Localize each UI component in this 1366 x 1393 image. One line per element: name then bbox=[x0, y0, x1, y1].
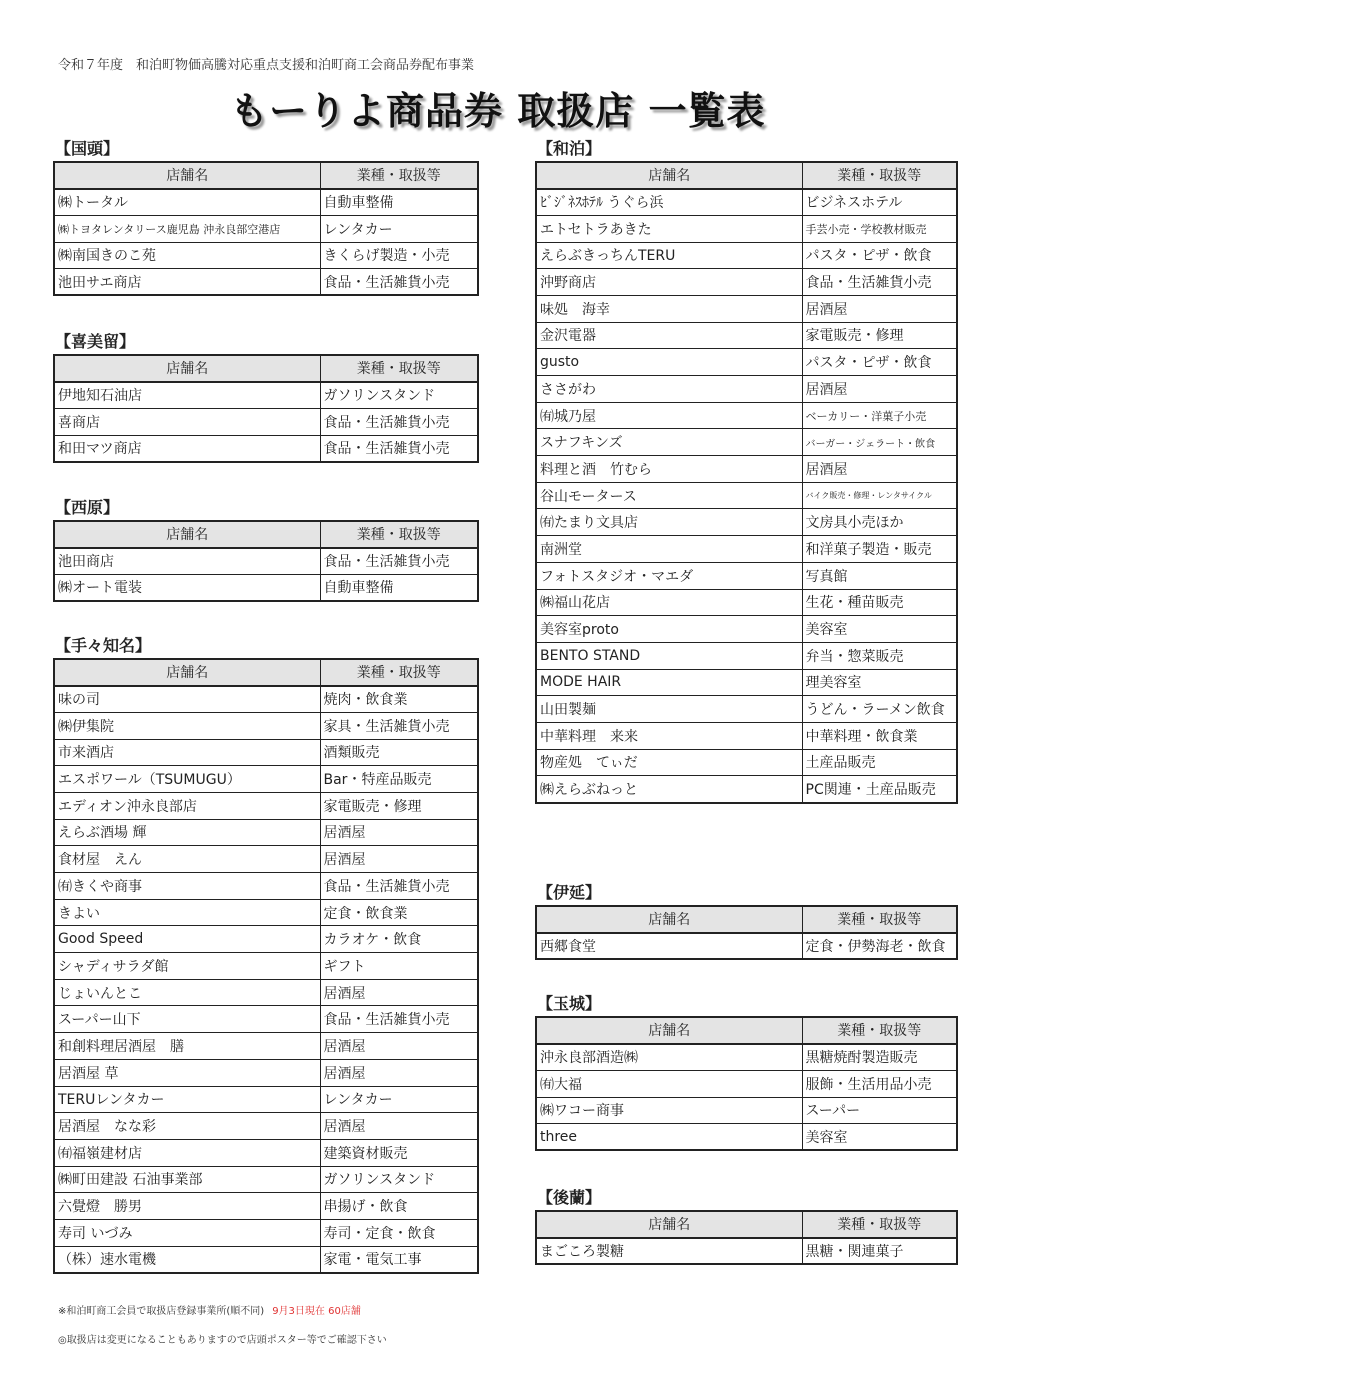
section-inobe bbox=[535, 880, 958, 960]
column-header-name: 店舗名 bbox=[536, 906, 802, 933]
shop-category: ベーカリー・洋菓子小売 bbox=[802, 402, 957, 429]
shop-category: 定食・伊勢海老・飲食 bbox=[802, 933, 957, 960]
shop-category: カラオケ・飲食 bbox=[320, 926, 478, 953]
table-row bbox=[536, 376, 957, 403]
shop-name: ㈱南国きのこ苑 bbox=[54, 242, 320, 269]
table-row bbox=[54, 189, 478, 216]
table-header-row bbox=[536, 1017, 957, 1044]
shop-category: 食品・生活雑貨小売 bbox=[320, 269, 478, 296]
shop-name: 池田商店 bbox=[54, 548, 320, 575]
table-row bbox=[54, 269, 478, 296]
shop-category: 中華料理・飲食業 bbox=[802, 722, 957, 749]
column-header-name: 店舗名 bbox=[54, 659, 320, 686]
column-header-category: 業種・取扱等 bbox=[802, 1211, 957, 1238]
shop-name: 伊地知石油店 bbox=[54, 382, 320, 409]
table-row bbox=[536, 642, 957, 669]
shop-name: 谷山モータース bbox=[536, 482, 802, 509]
shop-table bbox=[53, 520, 479, 602]
shop-name: ㈱町田建設 石油事業部 bbox=[54, 1166, 320, 1193]
shop-name: まごころ製糖 bbox=[536, 1238, 802, 1265]
shop-name: ㈱トヨタレンタリース鹿児島 沖永良部空港店 bbox=[54, 215, 320, 242]
shop-category: 美容室 bbox=[802, 1124, 957, 1151]
shop-name: 池田サエ商店 bbox=[54, 269, 320, 296]
shop-name: 味の司 bbox=[54, 686, 320, 713]
shop-category: 居酒屋 bbox=[802, 456, 957, 483]
section-heading: 【伊延】 bbox=[537, 883, 602, 902]
table-row bbox=[536, 696, 957, 723]
column-header-name: 店舗名 bbox=[536, 1017, 802, 1044]
table-row bbox=[536, 269, 957, 296]
shop-name: エスポワール（TSUMUGU） bbox=[54, 766, 320, 793]
shop-category: 食品・生活雑貨小売 bbox=[320, 408, 478, 435]
table-row bbox=[536, 776, 957, 803]
shop-category: 食品・生活雑貨小売 bbox=[320, 435, 478, 462]
shop-category: きくらげ製造・小売 bbox=[320, 242, 478, 269]
shop-category: 定食・飲食業 bbox=[320, 899, 478, 926]
table-row bbox=[54, 766, 478, 793]
table-row bbox=[536, 1070, 957, 1097]
footnote-registered bbox=[58, 1302, 361, 1317]
shop-table bbox=[535, 1016, 958, 1151]
table-header-row bbox=[54, 521, 478, 548]
shop-name: ﾋﾞｼﾞﾈｽﾎﾃﾙ うぐら浜 bbox=[536, 189, 802, 216]
table-row bbox=[54, 1139, 478, 1166]
table-row bbox=[54, 926, 478, 953]
section-heading: 【和泊】 bbox=[537, 139, 602, 158]
shop-category: 黒糖焼酎製造販売 bbox=[802, 1044, 957, 1071]
shop-name: 沖野商店 bbox=[536, 269, 802, 296]
page-title: もーりよ商品券 取扱店 一覧表 bbox=[230, 89, 766, 133]
shop-table bbox=[53, 658, 479, 1274]
table-header-row bbox=[536, 1211, 957, 1238]
shop-category: バーガー・ジェラート・飲食 bbox=[802, 429, 957, 456]
table-row bbox=[536, 669, 957, 696]
column-header-category: 業種・取扱等 bbox=[320, 659, 478, 686]
table-header-row bbox=[536, 906, 957, 933]
shop-category: 生花・種苗販売 bbox=[802, 589, 957, 616]
shop-category: 服飾・生活用品小売 bbox=[802, 1070, 957, 1097]
table-row bbox=[54, 408, 478, 435]
shop-name: 物産処 てぃだ bbox=[536, 749, 802, 776]
table-row bbox=[54, 1033, 478, 1060]
shop-table bbox=[53, 161, 479, 296]
shop-category: 食品・生活雑貨小売 bbox=[320, 548, 478, 575]
footnote-notice: ◎取扱店は変更になることもありますので店頭ポスター等でご確認下さい bbox=[58, 1335, 387, 1346]
table-row bbox=[536, 482, 957, 509]
table-header-row bbox=[54, 162, 478, 189]
table-row bbox=[536, 1238, 957, 1265]
table-row bbox=[536, 215, 957, 242]
table-row bbox=[536, 536, 957, 563]
table-row bbox=[536, 242, 957, 269]
shop-category: バイク販売・修理・レンタサイクル bbox=[802, 482, 957, 509]
page-subtitle: 令和７年度 和泊町物価高騰対応重点支援和泊町商工会商品券配布事業 bbox=[58, 58, 475, 73]
column-header-category: 業種・取扱等 bbox=[320, 521, 478, 548]
shop-name: 寿司 いづみ bbox=[54, 1219, 320, 1246]
table-row bbox=[536, 509, 957, 536]
shop-name: えらぶきっちんTERU bbox=[536, 242, 802, 269]
section-gora bbox=[535, 1185, 958, 1265]
shop-name: TERUレンタカー bbox=[54, 1086, 320, 1113]
table-row bbox=[54, 215, 478, 242]
column-header-name: 店舗名 bbox=[54, 162, 320, 189]
footnote-text: ※和泊町商工会員で取扱店登録事業所(順不同) bbox=[58, 1306, 265, 1317]
table-row bbox=[536, 933, 957, 960]
table-row bbox=[54, 1113, 478, 1140]
shop-category: 理美容室 bbox=[802, 669, 957, 696]
shop-name: 金沢電器 bbox=[536, 322, 802, 349]
table-row bbox=[54, 1006, 478, 1033]
section-heading: 【国頭】 bbox=[55, 139, 120, 158]
shop-name: BENTO STAND bbox=[536, 642, 802, 669]
table-row bbox=[536, 562, 957, 589]
section-heading: 【手々知名】 bbox=[55, 636, 152, 655]
shop-name: gusto bbox=[536, 349, 802, 376]
shop-category: 居酒屋 bbox=[320, 1033, 478, 1060]
shop-category: 寿司・定食・飲食 bbox=[320, 1219, 478, 1246]
shop-category: 居酒屋 bbox=[802, 295, 957, 322]
shop-category: 串揚げ・飲食 bbox=[320, 1193, 478, 1220]
shop-name: ささがわ bbox=[536, 376, 802, 403]
shop-category: 和洋菓子製造・販売 bbox=[802, 536, 957, 563]
table-header-row bbox=[54, 659, 478, 686]
column-header-category: 業種・取扱等 bbox=[802, 162, 957, 189]
shop-name: エディオン沖永良部店 bbox=[54, 792, 320, 819]
table-row bbox=[54, 899, 478, 926]
shop-name: 山田製麺 bbox=[536, 696, 802, 723]
column-header-name: 店舗名 bbox=[54, 521, 320, 548]
shop-name: フォトスタジオ・マエダ bbox=[536, 562, 802, 589]
shop-category: 家電販売・修理 bbox=[802, 322, 957, 349]
shop-name: 喜商店 bbox=[54, 408, 320, 435]
shop-category: 自動車整備 bbox=[320, 189, 478, 216]
table-row bbox=[536, 1124, 957, 1151]
table-row bbox=[54, 819, 478, 846]
shop-name: ㈲たまり文具店 bbox=[536, 509, 802, 536]
shop-category: 黒糖・関連菓子 bbox=[802, 1238, 957, 1265]
shop-category: 家電販売・修理 bbox=[320, 792, 478, 819]
table-row bbox=[54, 1246, 478, 1273]
shop-name: 美容室proto bbox=[536, 616, 802, 643]
table-row bbox=[54, 574, 478, 601]
shop-name: 居酒屋 草 bbox=[54, 1059, 320, 1086]
table-row bbox=[54, 792, 478, 819]
shop-category: 土産品販売 bbox=[802, 749, 957, 776]
table-row bbox=[536, 456, 957, 483]
shop-category: 居酒屋 bbox=[320, 1113, 478, 1140]
shop-name: ㈲大福 bbox=[536, 1070, 802, 1097]
section-tamashiro bbox=[535, 991, 958, 1151]
shop-category: パスタ・ピザ・飲食 bbox=[802, 349, 957, 376]
shop-name: シャディサラダ館 bbox=[54, 953, 320, 980]
shop-name: ㈱オート電装 bbox=[54, 574, 320, 601]
table-row bbox=[54, 873, 478, 900]
shop-category: PC関連・土産品販売 bbox=[802, 776, 957, 803]
shop-name: えらぶ酒場 輝 bbox=[54, 819, 320, 846]
table-row bbox=[536, 749, 957, 776]
footnote-status: 9月3日現在 60店舗 bbox=[272, 1306, 361, 1317]
table-row bbox=[54, 382, 478, 409]
shop-category: 美容室 bbox=[802, 616, 957, 643]
table-row bbox=[54, 548, 478, 575]
table-row bbox=[54, 686, 478, 713]
shop-category: ガソリンスタンド bbox=[320, 382, 478, 409]
table-row bbox=[54, 1193, 478, 1220]
shop-name: スーパー山下 bbox=[54, 1006, 320, 1033]
shop-name: ㈱伊集院 bbox=[54, 712, 320, 739]
section-heading: 【西原】 bbox=[55, 498, 120, 517]
shop-category: ギフト bbox=[320, 953, 478, 980]
shop-name: エトセトラあきた bbox=[536, 215, 802, 242]
shop-name: 南洲堂 bbox=[536, 536, 802, 563]
column-header-category: 業種・取扱等 bbox=[802, 1017, 957, 1044]
shop-table bbox=[535, 161, 958, 804]
shop-category: 居酒屋 bbox=[802, 376, 957, 403]
shop-name: ㈲きくや商事 bbox=[54, 873, 320, 900]
shop-category: 建築資材販売 bbox=[320, 1139, 478, 1166]
shop-table bbox=[535, 905, 958, 960]
column-header-name: 店舗名 bbox=[536, 1211, 802, 1238]
shop-category: 家具・生活雑貨小売 bbox=[320, 712, 478, 739]
section-heading: 【喜美留】 bbox=[55, 332, 136, 351]
shop-name: three bbox=[536, 1124, 802, 1151]
shop-name: Good Speed bbox=[54, 926, 320, 953]
section-nishibaru bbox=[53, 495, 479, 602]
shop-category: 居酒屋 bbox=[320, 846, 478, 873]
shop-name: ㈱ワコー商事 bbox=[536, 1097, 802, 1124]
section-wadomari bbox=[535, 136, 958, 804]
column-header-name: 店舗名 bbox=[536, 162, 802, 189]
section-teteshina bbox=[53, 633, 479, 1274]
table-row bbox=[54, 435, 478, 462]
shop-category: Bar・特産品販売 bbox=[320, 766, 478, 793]
table-row bbox=[54, 242, 478, 269]
shop-name: 市来酒店 bbox=[54, 739, 320, 766]
shop-category: 酒類販売 bbox=[320, 739, 478, 766]
shop-name: 西郷食堂 bbox=[536, 933, 802, 960]
table-header-row bbox=[54, 355, 478, 382]
shop-category: パスタ・ピザ・飲食 bbox=[802, 242, 957, 269]
table-row bbox=[54, 739, 478, 766]
column-header-name: 店舗名 bbox=[54, 355, 320, 382]
table-row bbox=[536, 429, 957, 456]
column-header-category: 業種・取扱等 bbox=[802, 906, 957, 933]
shop-name: 料理と酒 竹むら bbox=[536, 456, 802, 483]
shop-category: 居酒屋 bbox=[320, 819, 478, 846]
shop-category: ビジネスホテル bbox=[802, 189, 957, 216]
table-header-row bbox=[536, 162, 957, 189]
table-row bbox=[536, 189, 957, 216]
shop-name: 食材屋 えん bbox=[54, 846, 320, 873]
shop-name: 中華料理 来来 bbox=[536, 722, 802, 749]
shop-category: 食品・生活雑貨小売 bbox=[320, 873, 478, 900]
shop-category: 弁当・惣菜販売 bbox=[802, 642, 957, 669]
shop-table bbox=[535, 1210, 958, 1265]
shop-category: 手芸小売・学校教材販売 bbox=[802, 215, 957, 242]
column-header-category: 業種・取扱等 bbox=[320, 162, 478, 189]
shop-category: 写真館 bbox=[802, 562, 957, 589]
shop-category: 食品・生活雑貨小売 bbox=[802, 269, 957, 296]
table-row bbox=[54, 1166, 478, 1193]
table-row bbox=[536, 295, 957, 322]
section-kunigami bbox=[53, 136, 479, 296]
shop-name: 和創料理居酒屋 膳 bbox=[54, 1033, 320, 1060]
shop-category: レンタカー bbox=[320, 1086, 478, 1113]
shop-category: レンタカー bbox=[320, 215, 478, 242]
table-row bbox=[54, 1219, 478, 1246]
shop-name: ㈱福山花店 bbox=[536, 589, 802, 616]
table-row bbox=[536, 722, 957, 749]
shop-name: ㈱トータル bbox=[54, 189, 320, 216]
shop-name: 味処 海幸 bbox=[536, 295, 802, 322]
shop-table bbox=[53, 354, 479, 463]
shop-name: 六覺燈 勝男 bbox=[54, 1193, 320, 1220]
shop-category: 居酒屋 bbox=[320, 979, 478, 1006]
shop-category: 自動車整備 bbox=[320, 574, 478, 601]
table-row bbox=[536, 349, 957, 376]
section-kimiru bbox=[53, 329, 479, 463]
shop-category: 居酒屋 bbox=[320, 1059, 478, 1086]
section-heading: 【玉城】 bbox=[537, 994, 602, 1013]
shop-category: 焼肉・飲食業 bbox=[320, 686, 478, 713]
shop-name: じょいんとこ bbox=[54, 979, 320, 1006]
shop-category: 家電・電気工事 bbox=[320, 1246, 478, 1273]
shop-name: 和田マツ商店 bbox=[54, 435, 320, 462]
shop-name: 居酒屋 なな彩 bbox=[54, 1113, 320, 1140]
shop-name: スナフキンズ bbox=[536, 429, 802, 456]
shop-name: きよい bbox=[54, 899, 320, 926]
shop-name: ㈲福嶺建材店 bbox=[54, 1139, 320, 1166]
table-row bbox=[54, 953, 478, 980]
table-row bbox=[536, 1044, 957, 1071]
table-row bbox=[54, 846, 478, 873]
column-header-category: 業種・取扱等 bbox=[320, 355, 478, 382]
shop-name: ㈱えらぶねっと bbox=[536, 776, 802, 803]
shop-name: （株）速水電機 bbox=[54, 1246, 320, 1273]
table-row bbox=[54, 712, 478, 739]
table-row bbox=[536, 402, 957, 429]
shop-name: ㈲城乃屋 bbox=[536, 402, 802, 429]
shop-category: スーパー bbox=[802, 1097, 957, 1124]
shop-category: ガソリンスタンド bbox=[320, 1166, 478, 1193]
shop-category: 文房具小売ほか bbox=[802, 509, 957, 536]
table-row bbox=[536, 1097, 957, 1124]
table-row bbox=[54, 1086, 478, 1113]
shop-category: うどん・ラーメン飲食 bbox=[802, 696, 957, 723]
shop-name: MODE HAIR bbox=[536, 669, 802, 696]
table-row bbox=[536, 589, 957, 616]
table-row bbox=[54, 1059, 478, 1086]
section-heading: 【後蘭】 bbox=[537, 1188, 602, 1207]
table-row bbox=[536, 322, 957, 349]
shop-category: 食品・生活雑貨小売 bbox=[320, 1006, 478, 1033]
table-row bbox=[536, 616, 957, 643]
shop-name: 沖永良部酒造㈱ bbox=[536, 1044, 802, 1071]
table-row bbox=[54, 979, 478, 1006]
